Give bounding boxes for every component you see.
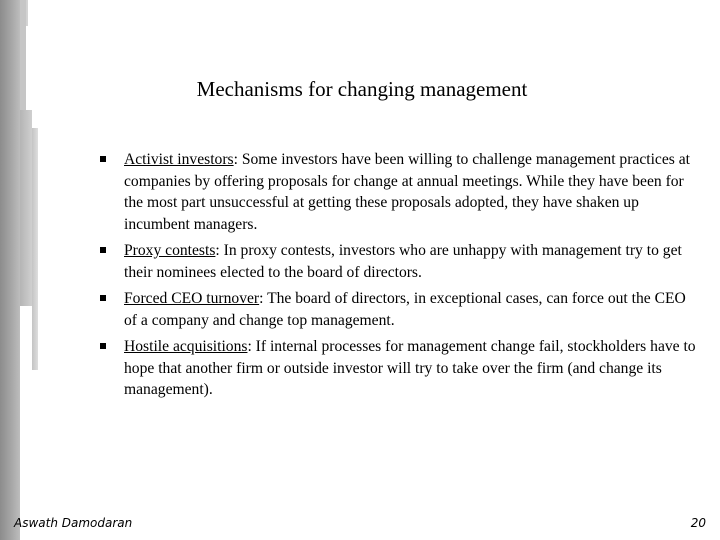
bullet-list xyxy=(100,149,700,406)
bullet-item-forced-ceo-turnover xyxy=(100,288,700,331)
bullet-text: : Some investors have been willing to challenge management practices at companies by offering proposals for change at annual meetings. While they have been for the most part unsuccessful at getting these proposals adopted, they have shaken up incumbent managers. xyxy=(124,151,690,233)
square-bullet-icon xyxy=(100,156,106,162)
bullet-term: Hostile acquisitions xyxy=(124,338,248,355)
bullet-text: : In proxy contests, investors who are unhappy with management try to get their nominees elected to the board of directors. xyxy=(124,242,682,281)
bullet-item-proxy-contests xyxy=(100,240,700,283)
bullet-text: : If internal processes for management change fail, stockholders have to hope that another firm or outside investor will try to take over the firm (and change its management). xyxy=(124,338,696,398)
square-bullet-icon xyxy=(100,247,106,253)
bullet-item-activist-investors xyxy=(100,149,700,235)
decorative-bar-inner xyxy=(32,128,38,370)
square-bullet-icon xyxy=(100,295,106,301)
bullet-term: Forced CEO turnover xyxy=(124,290,260,307)
bullet-term: Activist investors xyxy=(124,151,234,168)
bullet-term: Proxy contests xyxy=(124,242,216,259)
bullet-item-hostile-acquisitions xyxy=(100,336,700,401)
slide-title: Mechanisms for changing management xyxy=(196,77,528,101)
bullet-text: : The board of directors, in exceptional cases, can force out the CEO of a company and change top management. xyxy=(124,290,686,329)
decorative-bar-middle xyxy=(20,110,32,306)
square-bullet-icon xyxy=(100,343,106,349)
footer-author: Aswath Damodaran xyxy=(14,516,133,530)
page-number: 20 xyxy=(690,516,706,530)
